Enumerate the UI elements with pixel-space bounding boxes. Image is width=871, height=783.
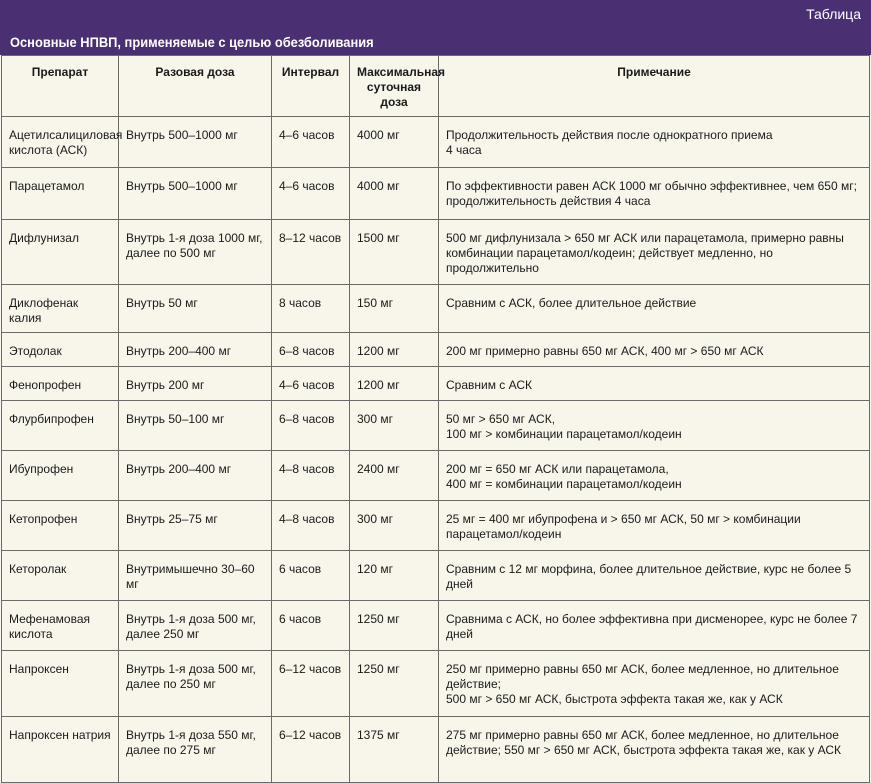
cell-dose: Внутрь 200–400 мг (119, 451, 272, 501)
cell-interval: 6–8 часов (272, 401, 350, 451)
cell-dose: Внутрь 1-я доза 500 мг, далее по 250 мг (119, 651, 272, 717)
cell-max-dose: 150 мг (350, 285, 439, 333)
cell-note (439, 551, 870, 601)
column-header-interval: Интервал (272, 56, 350, 117)
cell-max-dose: 1250 мг (350, 601, 439, 651)
note-line: 500 мг > 650 мг АСК, быстрота эффекта такая же, как у АСК (446, 692, 783, 706)
cell-interval: 8 часов (272, 285, 350, 333)
note-line: 4 часа (446, 143, 482, 157)
note-line: 50 мг > 650 мг АСК, (446, 412, 556, 426)
column-header-max-line1: Максимальная (357, 65, 446, 79)
cell-interval: 4–8 часов (272, 501, 350, 551)
cell-note (439, 717, 870, 783)
table-label: Таблица (806, 6, 861, 22)
cell-max-dose: 300 мг (350, 501, 439, 551)
cell-max-dose: 2400 мг (350, 451, 439, 501)
nsaid-table (1, 55, 870, 783)
cell-drug: Парацетамол (2, 168, 119, 220)
note-line: 500 мг дифлунизала > 650 мг АСК или парацетамола, примерно равны комбинации парацетамол/кодеин; действует медленно, но продолжительно (446, 231, 844, 275)
column-header-drug: Препарат (2, 56, 119, 117)
cell-dose: Внутрь 50 мг (119, 285, 272, 333)
cell-drug: Напроксен натрия (2, 717, 119, 783)
column-header-max-dose (350, 56, 446, 117)
note-line: 400 мг = комбинации парацетамол/кодеин (446, 477, 682, 491)
cell-drug: Кеторолак (2, 551, 119, 601)
cell-drug: Этодолак (2, 333, 119, 367)
cell-drug: Ибупрофен (2, 451, 119, 501)
cell-interval: 8–12 часов (272, 220, 350, 285)
note-line: Продолжительность действия после однократного приема (446, 128, 773, 142)
cell-interval: 6 часов (272, 601, 350, 651)
note-line: Сравним с АСК (446, 378, 533, 392)
cell-note (439, 401, 870, 451)
cell-max-dose: 1200 мг (350, 333, 439, 367)
cell-max-dose: 120 мг (350, 551, 439, 601)
cell-note (439, 220, 870, 285)
note-line: 250 мг примерно равны 650 мг АСК, более медленное, но длительное действие; (446, 662, 839, 691)
cell-dose: Внутрь 500–1000 мг (119, 117, 272, 168)
cell-interval: 6 часов (272, 551, 350, 601)
cell-dose: Внутрь 200–400 мг (119, 333, 272, 367)
cell-drug: Флурбипрофен (2, 401, 119, 451)
table-header-row (2, 56, 870, 117)
cell-dose: Внутрь 25–75 мг (119, 501, 272, 551)
column-header-dose: Разовая доза (119, 56, 272, 117)
note-line: Сравним с 12 мг морфина, более длительное действие, курс не более 5 дней (446, 562, 852, 591)
table-row (2, 220, 870, 285)
table-row (2, 501, 870, 551)
table-body (2, 117, 870, 783)
table-row (2, 551, 870, 601)
cell-drug: Ацетилсалициловая кислота (АСК) (2, 117, 119, 168)
cell-max-dose: 300 мг (350, 401, 439, 451)
note-line: 275 мг примерно равны 650 мг АСК, более медленное, но длительное действие; 550 мг > 650 мг АСК, быстрота эффекта такая же, как у АСК (446, 728, 842, 757)
table-row (2, 717, 870, 783)
cell-interval: 4–6 часов (272, 117, 350, 168)
cell-drug: Дифлунизал (2, 220, 119, 285)
cell-drug: Напроксен (2, 651, 119, 717)
note-line: 100 мг > комбинации парацетамол/кодеин (446, 427, 682, 441)
cell-dose: Внутрь 1-я доза 550 мг, далее по 275 мг (119, 717, 272, 783)
table-title: Основные НПВП, применяемые с целью обезболивания (10, 34, 374, 50)
cell-interval: 4–6 часов (272, 168, 350, 220)
cell-note (439, 168, 870, 220)
cell-interval: 4–6 часов (272, 367, 350, 401)
cell-note (439, 501, 870, 551)
cell-note (439, 651, 870, 717)
table-row (2, 285, 870, 333)
cell-drug: Фенопрофен (2, 367, 119, 401)
cell-dose: Внутрь 50–100 мг (119, 401, 272, 451)
table-row (2, 333, 870, 367)
cell-drug: Диклофенак калия (2, 285, 119, 333)
cell-interval: 6–12 часов (272, 651, 350, 717)
column-header-max-line2: суточная доза (366, 80, 422, 109)
cell-max-dose: 1200 мг (350, 367, 439, 401)
cell-note (439, 285, 870, 333)
cell-note (439, 601, 870, 651)
cell-note (439, 333, 870, 367)
cell-dose: Внутримышечно 30–60 мг (119, 551, 272, 601)
cell-max-dose: 4000 мг (350, 117, 439, 168)
cell-dose: Внутрь 500–1000 мг (119, 168, 272, 220)
cell-max-dose: 4000 мг (350, 168, 439, 220)
cell-note (439, 117, 870, 168)
table-row (2, 117, 870, 168)
cell-max-dose: 1500 мг (350, 220, 439, 285)
cell-note (439, 451, 870, 501)
cell-dose: Внутрь 1-я доза 500 мг, далее 250 мг (119, 601, 272, 651)
note-line: 200 мг = 650 мг АСК или парацетамола, (446, 462, 669, 476)
table-header-bar (0, 0, 871, 55)
table-row (2, 367, 870, 401)
cell-max-dose: 1375 мг (350, 717, 439, 783)
cell-interval: 6–12 часов (272, 717, 350, 783)
table-row (2, 651, 870, 717)
cell-dose: Внутрь 200 мг (119, 367, 272, 401)
cell-interval: 6–8 часов (272, 333, 350, 367)
column-header-note: Примечание (439, 56, 870, 117)
table-row (2, 601, 870, 651)
cell-dose: Внутрь 1-я доза 1000 мг, далее по 500 мг (119, 220, 272, 285)
cell-note (439, 367, 870, 401)
note-line: По эффективности равен АСК 1000 мг обычно эффективнее, чем 650 мг; продолжительность действия 4 часа (446, 179, 857, 208)
table-row (2, 168, 870, 220)
table-row (2, 401, 870, 451)
note-line: Сравнима с АСК, но более эффективна при дисменорее, курс не более 7 дней (446, 612, 858, 641)
cell-max-dose: 1250 мг (350, 651, 439, 717)
note-line: 25 мг = 400 мг ибупрофена и > 650 мг АСК, 50 мг > комбинации парацетамол/кодеин (446, 512, 801, 541)
note-line: 200 мг примерно равны 650 мг АСК, 400 мг > 650 мг АСК (446, 344, 764, 358)
table-row (2, 451, 870, 501)
cell-drug: Кетопрофен (2, 501, 119, 551)
cell-interval: 4–8 часов (272, 451, 350, 501)
note-line: Сравним с АСК, более длительное действие (446, 296, 697, 310)
cell-drug: Мефенамовая кислота (2, 601, 119, 651)
